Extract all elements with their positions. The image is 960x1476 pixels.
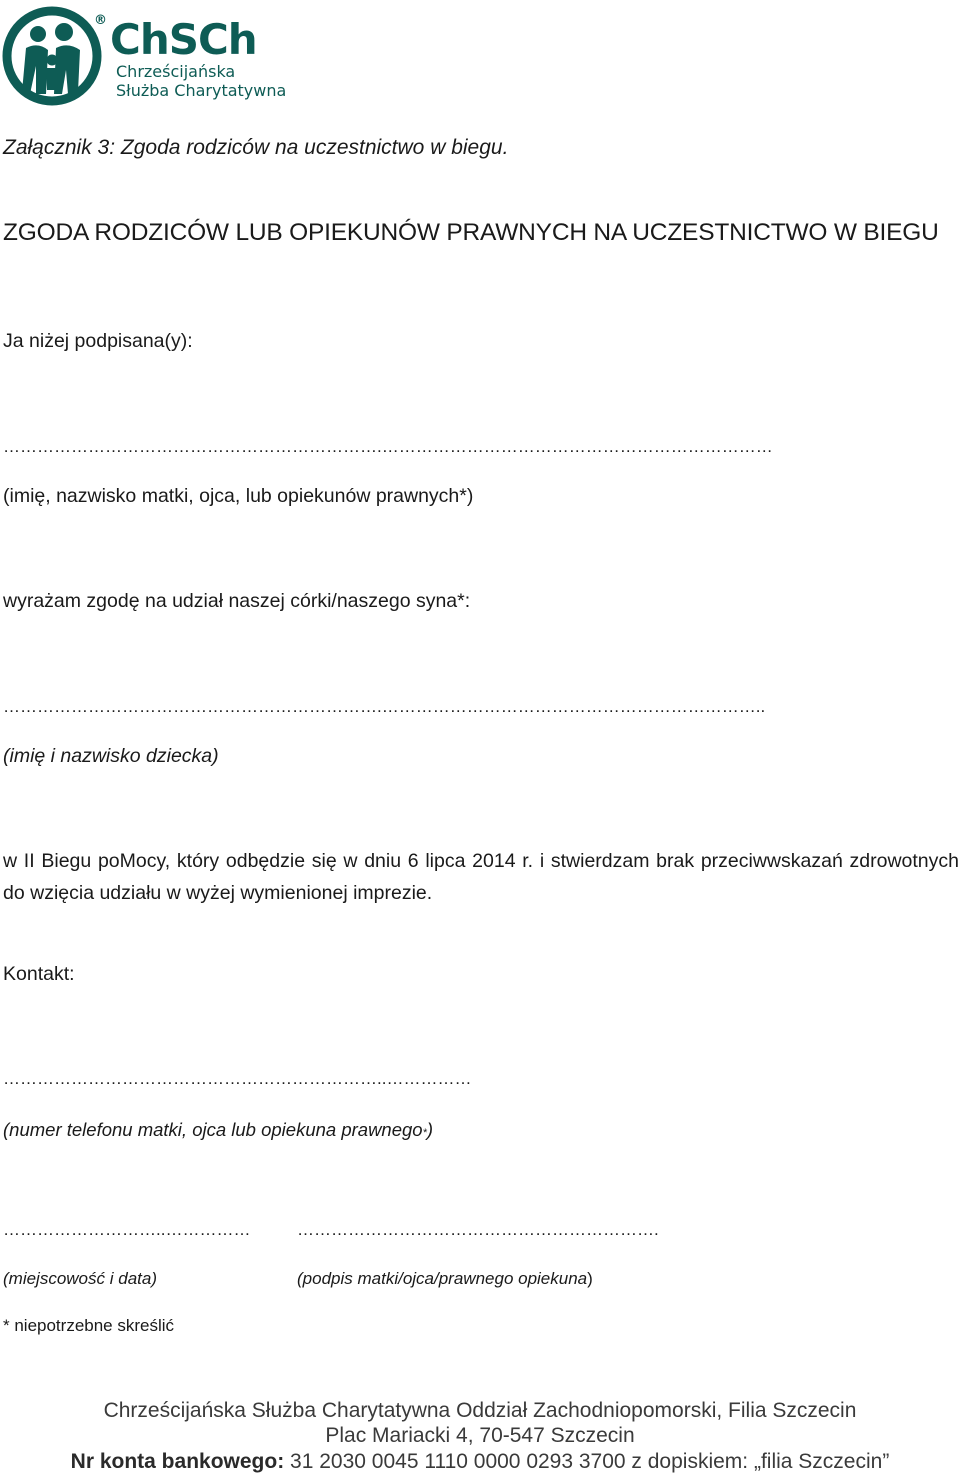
place-date-caption: (miejscowość i data) [3, 1269, 157, 1288]
phone-caption [3, 1119, 433, 1141]
organization-logo [2, 4, 292, 108]
signature-caption-end: ) [587, 1269, 593, 1288]
place-date-field[interactable]: ………………………..…………… [3, 1220, 251, 1239]
child-name-field[interactable]: ………………………………………………………….………………………………………………………….. [3, 697, 766, 716]
footnote: * niepotrzebne skreślić [3, 1316, 175, 1335]
svg-text:®: ® [94, 13, 107, 28]
signature-caption-text: (podpis matki/ojca/prawnego opiekuna [297, 1269, 588, 1288]
logo-mark-icon [2, 4, 292, 108]
footer-address: Plac Mariacki 4, 70-547 Szczecin [325, 1424, 635, 1447]
svg-text:Chrześcijańska: Chrześcijańska [116, 62, 236, 81]
child-name-caption: (imię i nazwisko dziecka) [3, 745, 219, 767]
footer-bank-account [0, 1450, 960, 1474]
document-title: ZGODA RODZICÓW LUB OPIEKUNÓW PRAWNYCH NA UCZESTNICTWO W BIEGU [3, 219, 939, 246]
signature-caption [297, 1269, 593, 1289]
parent-name-caption: (imię, nazwisko matki, ojca, lub opiekunów prawnych*) [3, 485, 474, 507]
attachment-label: Załącznik 3: Zgoda rodziców na uczestnictwo w biegu. [3, 136, 509, 159]
phone-field[interactable]: …………………………………………………………..…………… [3, 1069, 472, 1088]
phone-caption-star: * [422, 1127, 427, 1139]
parent-name-field[interactable]: ………………………………………………………….…………………………………………………………… [3, 437, 773, 456]
event-paragraph: w II Biegu poMocy, który odbędzie się w dniu 6 lipca 2014 r. i stwierdzam brak przeciwwskazań zdrowotnych do wzięcia udziału w wyżej wymienionej imprezie. [3, 850, 959, 904]
svg-text:Służba Charytatywna: Służba Charytatywna [116, 81, 287, 100]
phone-caption-text: (numer telefonu matki, ojca lub opiekuna prawnego [3, 1119, 423, 1140]
svg-text:ChSCh: ChSCh [110, 15, 257, 64]
contact-label: Kontakt: [3, 963, 75, 985]
signed-label: Ja niżej podpisana(y): [3, 330, 193, 352]
signature-field[interactable]: ………………………………………………………. [297, 1220, 659, 1239]
footer-account-value: 31 2030 0045 1110 0000 0293 3700 z dopiskiem: „filia Szczecin” [284, 1450, 890, 1473]
footer-account-label: Nr konta bankowego: [70, 1450, 285, 1473]
footer-organization: Chrześcijańska Służba Charytatywna Oddział Zachodniopomorski, Filia Szczecin [103, 1399, 857, 1422]
consent-text: wyrażam zgodę na udział naszej córki/naszego syna*: [3, 590, 471, 612]
phone-caption-end: ) [426, 1119, 434, 1140]
